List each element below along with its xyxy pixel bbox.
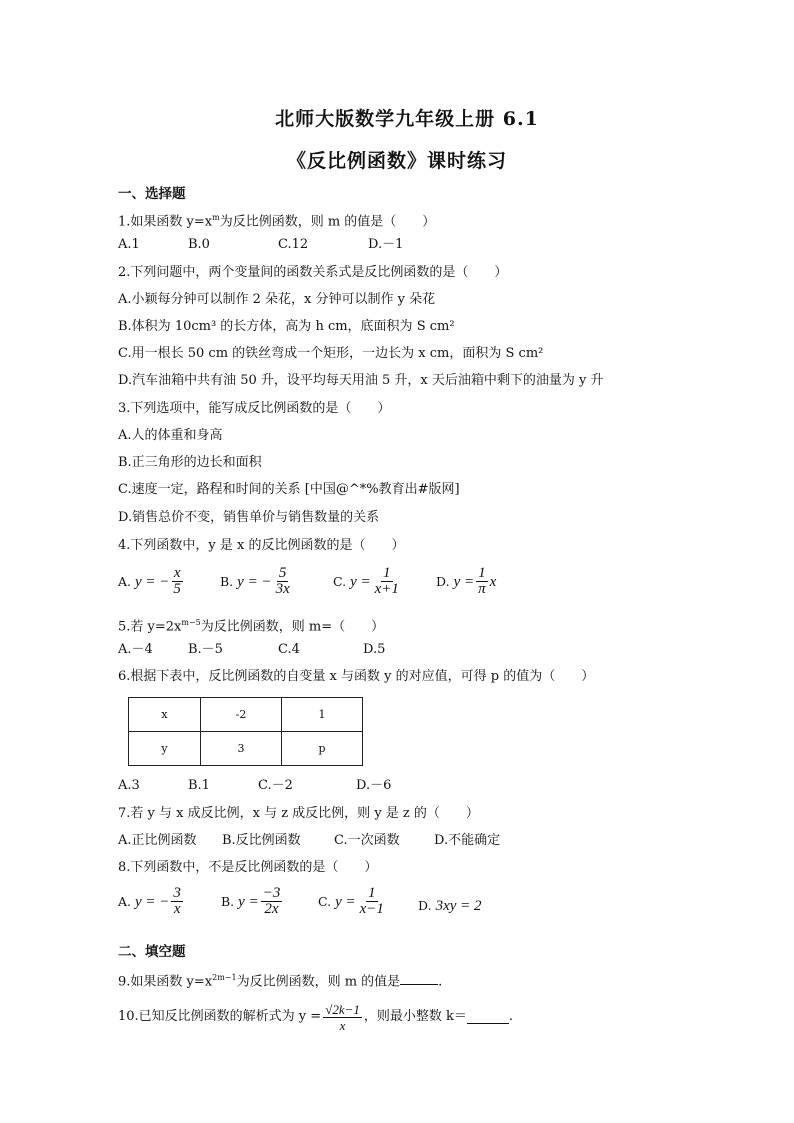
- question-5: 5.若 $y=2x^{m-5}$为反比例函数，则 m=（ ）: [118, 618, 385, 635]
- title-line-1: 北师大版数学九年级上册 6.1: [275, 108, 539, 130]
- question-2-option-d: D.汽车油箱中共有油 50 升，设平均每天用油 5 升，x 天后油箱中剩下的油量为 y 升: [118, 373, 604, 388]
- value-table: [128, 697, 363, 766]
- question-6: 6.根据下表中，反比例函数的自变量 x 与函数 y 的对应值，可得 p 的值为（ ）: [118, 669, 595, 684]
- question-2-option-b: B.体积为 10cm³ 的长方体，高为 h cm，底面积为 S cm²: [118, 319, 455, 334]
- question-9: 9.如果函数 $y=x^{2m-1}$为反比例函数，则 m 的值是 .: [118, 973, 443, 990]
- question-3-option-d: D.销售总价不变，销售单价与销售数量的关系: [118, 510, 380, 525]
- question-1: 1.如果函数 $y=x^m$为反比例函数，则 m 的值是（ ）: [118, 213, 436, 230]
- question-10: 10.已知反比例函数的解析式为 y = $\frac{√2k-1}{x}$ ，则最小整数 k＝ .: [118, 1001, 514, 1033]
- title-line-2: 《反比例函数》课时练习: [286, 150, 507, 172]
- question-2-option-a: A.小颖每分钟可以制作 2 朵花，x 分钟可以制作 y 朵花: [118, 292, 436, 307]
- q4-option-a: A. y = − $\frac{x}{5}$: [118, 565, 181, 597]
- q4-option-c: C. y = $\frac{1}{x+1}$: [333, 565, 399, 597]
- question-2: 2.下列问题中，两个变量间的函数关系式是反比例函数的是（ ）: [118, 265, 508, 280]
- question-2-option-c: C.用一根长 50 cm 的铁丝弯成一个矩形，一边长为 x cm，面积为 S cm²: [118, 346, 544, 361]
- q4-option-b: B. y = − $\frac{5}{3x}$: [220, 565, 290, 597]
- question-8: 8.下列函数中，不是反比例函数的是（ ）: [118, 860, 378, 875]
- section-fill-heading: 二、填空题: [118, 944, 186, 960]
- option-c: C.12: [278, 237, 309, 252]
- q8-option-c: C. y = $\frac{1}{x-1}$: [318, 885, 384, 917]
- option-d: D.－1: [368, 237, 404, 252]
- table-row: x -2 1: [129, 698, 363, 732]
- question-4: 4.下列函数中，y 是 x 的反比例函数的是（ ）: [118, 538, 405, 553]
- option-a: A.1: [118, 237, 140, 252]
- section-choice-heading: 一、选择题: [118, 186, 186, 202]
- question-3-option-c: C.速度一定，路程和时间的关系 [中国@^*%教育出#版网]: [118, 482, 460, 497]
- answer-blank[interactable]: [400, 971, 438, 985]
- q8-option-a: A. y = − $\frac{3}{x}$: [118, 885, 181, 917]
- q8-option-d: D. 3xy = 2: [418, 898, 482, 914]
- worksheet-page: 北师大版数学九年级上册 6.1 《反比例函数》课时练习 一、选择题 1.如果函数 $y=x^m$为反比例函数，则 m 的值是（ ） A.1 B.0 C.12 D.－1 2.下列问题中，两个变量间的函数关系式是反比例函数的是（ ） A.小颖每分钟可以制作 2 朵花，x 分钟可以制作 y 朵花 B.体积为 10cm³ 的长方体，高为 h cm，底面积为 S cm² C.用一根长 50 cm 的铁丝弯成一个矩形，一边长为 x cm，面积为 S cm² D.汽车油箱中共有油 50 升，设平均每天用油 5 升，x 天后油箱中剩下的油量为 y 升 3.下列选项中，能写成反比例函数的是（ ） A.人的体重和身高 B.正三角形的边长和面积 C.速度一定，路程和时间的关系 [中国@^*%教育出#版网] D.销售总价不变，销售单价与销售数量的关系 4.下列函数中，y 是 x 的反比例函数的是（ ） A. y = − $\frac{x}{5}$ B. y = − $\frac{5}{3x}$ C. y = $\frac{1}{x+1}$ D. y = $\frac{1}{\pi}$ x 5.若 $y=2x^{m-5}$为反比例函数，则 m=（ ） A.－4 B.－5 C.4 D.5 6.根据下表中，反比例函数的自变量 x 与函数 y 的对应值，可得 p 的值为（ ） x -2 1 y 3 p A.3 B.1 C.－2 D.－6 7.若 y 与 x 成反比例，x 与 z 成反比例，则 y 是 z 的（ ） A.正比例函数 B.反比例函数 C.一次函数 D.不能确定 8.下列函数中，不是反比例函数的是（ ） A. y = − $\frac{3}{x}$ B. y = $\frac{-3}{2x}$ C. y = $\frac{1}{x-1}$ D. 3xy = 2 二、填空题 9.如果函数 $y=x^{2m-1}$为反比例函数，则 m 的值是 . 10.已知反比例函数的解析式为 y = $\frac{√2k-1}{x}$ ，则最小整数 k＝ .: [0, 0, 794, 1123]
- q4-option-d: D. y = $\frac{1}{\pi}$ x: [436, 565, 497, 597]
- answer-blank[interactable]: [467, 1010, 509, 1024]
- question-3: 3.下列选项中，能写成反比例函数的是（ ）: [118, 401, 391, 416]
- table-row: y 3 p: [129, 732, 363, 766]
- q8-option-b: B. y = $\frac{-3}{2x}$: [221, 885, 281, 917]
- option-b: B.0: [188, 237, 210, 252]
- question-3-option-b: B.正三角形的边长和面积: [118, 455, 262, 470]
- question-7: 7.若 y 与 x 成反比例，x 与 z 成反比例，则 y 是 z 的（ ）: [118, 806, 479, 821]
- question-3-option-a: A.人的体重和身高: [118, 428, 223, 443]
